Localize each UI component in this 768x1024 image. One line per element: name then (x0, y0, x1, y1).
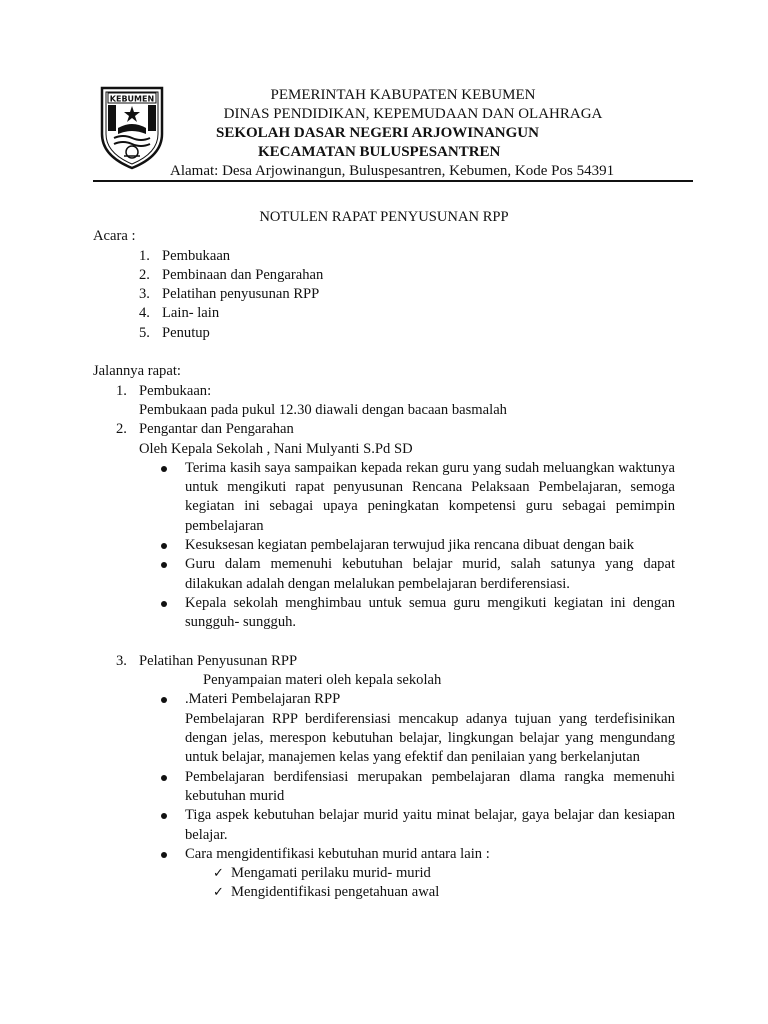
kebumen-crest-logo (98, 84, 166, 170)
checkmark-icon: ✓ (213, 885, 224, 901)
list-item: 1. Pembukaan (139, 247, 231, 264)
acara-list (93, 247, 675, 343)
acara-label: Acara : (93, 228, 136, 245)
checklist (185, 864, 675, 903)
section-pengarahan: 2. Pengantar dan Pengarahan (116, 421, 294, 438)
bullet-item: Kepala sekolah menghimbau untuk semua guru mengikuti kegiatan ini dengan sungguh- sungguh. (185, 594, 675, 633)
list-item: 3. Pelatihan penyusunan RPP (139, 286, 320, 303)
pengarahan-bullets (93, 459, 675, 633)
bullet-item: Terima kasih saya sampaikan kepada rekan guru yang sudah meluangkan waktunya untuk mengikuti rapat penyusunan Rencana Pelaksaan Pembelajaran, semoga kegiatan ini sebagai upaya peningkatan kompetensi guru sebagai pemimpin pembelajaran (185, 459, 675, 536)
pelatihan-bullets (93, 690, 675, 902)
document-title: NOTULEN RAPAT PENYUSUNAN RPP (259, 209, 509, 225)
list-item: 5. Penutup (139, 324, 210, 341)
bullet-item: Guru dalam memenuhi kebutuhan belajar murid, salah satunya yang dapat dilakukan adalah dengan melalukan pembelajaran berdiferensiasi. (185, 555, 675, 594)
section-pengarahan-desc: Oleh Kepala Sekolah , Nani Mulyanti S.Pd SD (139, 440, 413, 457)
section-pelatihan-desc: Penyampaian materi oleh kepala sekolah (203, 672, 442, 689)
letterhead-line-school: SEKOLAH DASAR NEGERI ARJOWINANGUN (216, 125, 539, 141)
logo-text: KEBUMEN (109, 94, 155, 104)
checklist-item: ✓ Mengidentifikasi pengetahuan awal (231, 883, 675, 902)
list-item: 2. Pembinaan dan Pengarahan (139, 266, 324, 283)
section-pembukaan: 1. Pembukaan: (116, 382, 212, 399)
bullet-item: Kesuksesan kegiatan pembelajaran terwujud jika rencana dibuat dengan baik (185, 536, 675, 555)
letterhead (170, 86, 630, 181)
header-divider (93, 180, 693, 182)
letterhead-line-district: KECAMATAN BULUSPESANTREN (258, 144, 501, 160)
list-item: 4. Lain- lain (139, 305, 220, 322)
bullet-item: Tiga aspek kebutuhan belajar murid yaitu minat belajar, gaya belajar dan kesiapan belajar. (185, 806, 675, 845)
jalannya-label: Jalannya rapat: (93, 363, 181, 380)
checkmark-icon: ✓ (213, 866, 224, 882)
letterhead-line-agency: DINAS PENDIDIKAN, KEPEMUDAAN DAN OLAHRAGA (223, 106, 603, 122)
materi-body: Pembelajaran RPP berdiferensiasi mencakup adanya tujuan yang terdefisinikan dengan jelas, merespon kebutuhan belajar, lingkungan belajar yang mengundang untuk belajar, manajemen kelas yang efektif dan penilaian yang berkelanjutan (185, 710, 675, 766)
document-body (93, 208, 675, 903)
letterhead-line-government: PEMERINTAH KABUPATEN KEBUMEN (270, 87, 536, 103)
checklist-item: ✓ Mengamati perilaku murid- murid (231, 864, 675, 883)
bullet-item: .Materi Pembelajaran RPP (185, 690, 675, 709)
bullet-item: Cara mengidentifikasi kebutuhan murid antara lain : (185, 845, 675, 864)
bullet-item: Pembelajaran berdifensiasi merupakan pembelajaran dlama rangka memenuhi kebutuhan murid (185, 768, 675, 807)
section-pembukaan-desc: Pembukaan pada pukul 12.30 diawali dengan bacaan basmalah (139, 401, 507, 418)
section-pelatihan: 3. Pelatihan Penyusunan RPP (116, 652, 298, 669)
letterhead-address: Alamat: Desa Arjowinangun, Buluspesantren, Kebumen, Kode Pos 54391 (170, 163, 615, 179)
